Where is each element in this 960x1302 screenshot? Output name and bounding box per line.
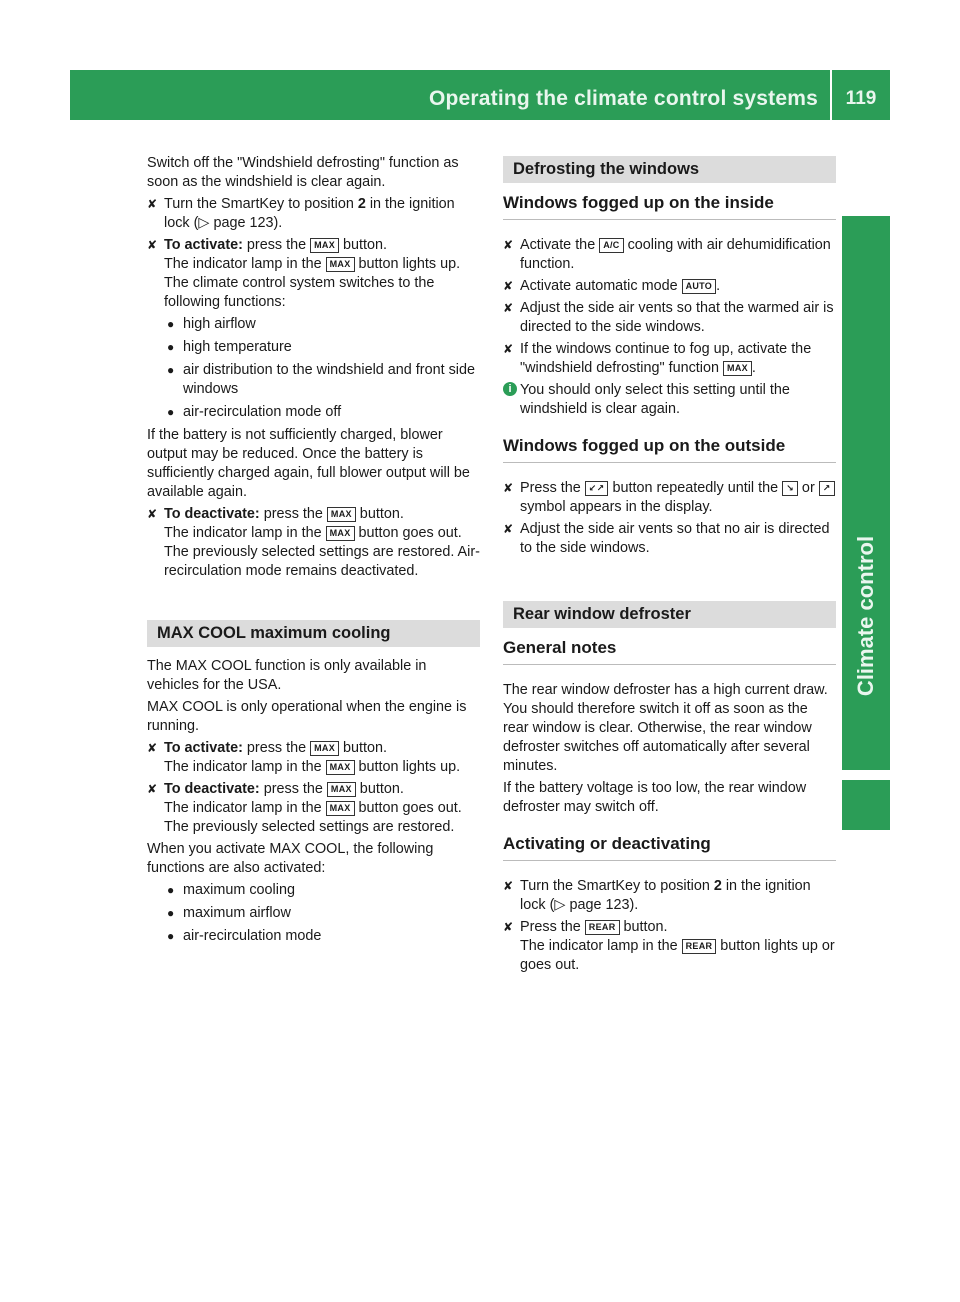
step-marker-icon: ✘ (503, 920, 514, 934)
info-note: i You should only select this setting until the windshield is clear again. (503, 381, 836, 419)
step-turn-key: ✘ Turn the SmartKey to position 2 in the ignition lock (▷ page 123). (147, 196, 455, 231)
info-icon: i (503, 382, 517, 396)
header-title: Operating the climate control systems (428, 87, 818, 110)
subheading-fogged-outside: Windows fogged up on the outside (503, 436, 836, 463)
rear-defroster-voltage-note: If the battery voltage is too low, the rear window defroster may switch off. (503, 780, 807, 815)
max-cool-icon: MAX (326, 801, 355, 816)
step-press-rear-button: ✘ Press the REAR button. The indicator lamp in the REAR button lights up or goes out. (503, 919, 835, 973)
max-cool-icon: MAX (326, 760, 355, 775)
rear-defroster-current-note: The rear window defroster has a high current draw. You should therefore switch it off as soon as the rear window is clear. Otherwise, the rear window defroster switches off automatically after several minutes. (503, 682, 828, 774)
step-airflow-button: ✘ Press the ↙↗ button repeatedly until the ↘ or ↗ symbol appears in the display. (503, 479, 836, 517)
chapter-tab-label: Climate control (853, 535, 878, 697)
step-adjust-vents-no-air: ✘ Adjust the side air vents so that no air is directed to the side windows. (503, 521, 830, 556)
step-deactivate-max-cool: ✘ To deactivate: press the MAX button. The indicator lamp in the MAX button goes out. The previously selected settings are restored. (147, 781, 462, 835)
max-cool-functions-intro: When you activate MAX COOL, the following functions are also activated: (147, 841, 434, 876)
airflow-up-icon: ↗ (819, 481, 835, 496)
section-heading-max-cool: MAX COOL maximum cooling (147, 620, 480, 647)
defrost-max-icon: MAX (310, 238, 339, 253)
step-auto-mode: ✘ Activate automatic mode AUTO . (503, 278, 721, 294)
defrost-max-icon: MAX (723, 361, 752, 376)
list-item: ● air-recirculation mode (167, 928, 322, 944)
airflow-icon: ↙↗ (585, 481, 609, 496)
step-marker-icon: ✘ (503, 342, 514, 356)
step-marker-icon: ✘ (147, 238, 158, 252)
intro-text: Switch off the "Windshield defrosting" function as soon as the windshield is clear again. (147, 155, 459, 190)
chapter-marker (842, 780, 890, 830)
page-header (70, 70, 890, 120)
step-activate-max-cool: ✘ To activate: press the MAX button. The indicator lamp in the MAX button lights up. (147, 740, 461, 775)
left-column (147, 154, 480, 950)
defrost-max-icon: MAX (327, 507, 356, 522)
step-marker-icon: ✘ (503, 279, 514, 293)
step-marker-icon: ✘ (503, 522, 514, 536)
rear-defrost-icon: REAR (682, 939, 717, 954)
max-cool-availability: The MAX COOL function is only available in vehicles for the USA. (147, 658, 427, 693)
step-marker-icon: ✘ (147, 507, 158, 521)
list-item: ● maximum airflow (167, 905, 291, 921)
step-deactivate-defrost: ✘ To deactivate: press the MAX button. The indicator lamp in the MAX button goes out. The previously selected settings are restored. Air-recirculation mode remains deactivated. (147, 506, 480, 579)
defrost-max-icon: MAX (326, 257, 355, 272)
page-number: 119 (845, 88, 877, 109)
section-heading-rear-defroster: Rear window defroster (503, 601, 836, 628)
ac-icon: A/C (599, 238, 623, 253)
list-item: ● air-recirculation mode off (167, 404, 342, 420)
step-activate-ac: ✘ Activate the A/C cooling with air dehumidification function. (503, 237, 831, 272)
step-marker-icon: ✘ (147, 782, 158, 796)
max-cool-icon: MAX (310, 741, 339, 756)
list-item: ● high temperature (167, 339, 292, 355)
step-marker-icon: ✘ (147, 197, 158, 211)
step-activate-defrost: ✘ To activate: press the MAX button. The indicator lamp in the MAX button lights up. The climate control system switches to the following functions: (147, 237, 461, 310)
section-heading-defrosting: Defrosting the windows (503, 156, 836, 183)
chapter-tab (842, 216, 890, 770)
list-item: ● air distribution to the windshield and front side windows (167, 362, 475, 397)
step-marker-icon: ✘ (503, 481, 514, 495)
subheading-general-notes: General notes (503, 638, 836, 665)
max-cool-icon: MAX (327, 782, 356, 797)
subheading-activating: Activating or deactivating (503, 834, 836, 861)
step-turn-key-rear: ✘ Turn the SmartKey to position 2 in the ignition lock (▷ page 123). (503, 878, 811, 913)
list-item: ● high airflow (167, 316, 256, 332)
step-marker-icon: ✘ (503, 238, 514, 252)
defrost-max-icon: MAX (326, 526, 355, 541)
step-marker-icon: ✘ (503, 301, 514, 315)
rear-defrost-icon: REAR (585, 920, 620, 935)
max-cool-engine: MAX COOL is only operational when the engine is running. (147, 699, 467, 734)
right-column (503, 156, 836, 978)
step-windshield-defrost: ✘ If the windows continue to fog up, activate the "windshield defrosting" function MAX . (503, 341, 812, 376)
airflow-down-icon: ↘ (782, 481, 798, 496)
step-marker-icon: ✘ (147, 741, 158, 755)
step-adjust-vents-warm: ✘ Adjust the side air vents so that the warmed air is directed to the side windows. (503, 300, 834, 335)
battery-note: If the battery is not sufficiently charged, blower output may be reduced. Once the battery is sufficiently charged again, full blower output will be available again. (147, 427, 470, 500)
auto-icon: AUTO (682, 279, 717, 294)
step-marker-icon: ✘ (503, 879, 514, 893)
subheading-fogged-inside: Windows fogged up on the inside (503, 193, 836, 220)
list-item: ● maximum cooling (167, 882, 295, 898)
